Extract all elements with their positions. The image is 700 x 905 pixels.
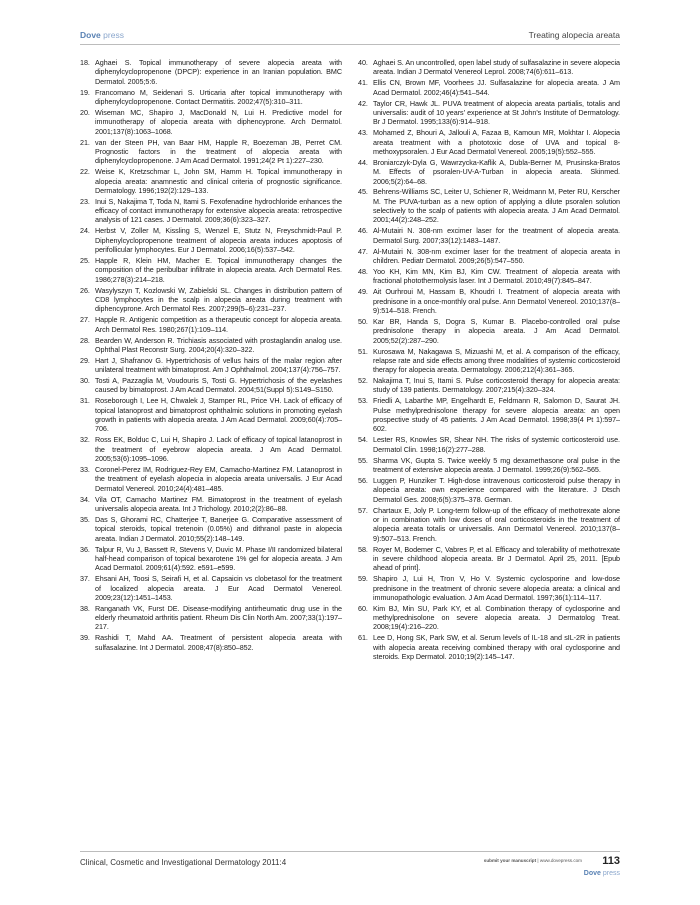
reference-number: 25.	[80, 256, 90, 266]
reference-number: 34.	[80, 494, 90, 504]
reference-entry	[80, 574, 342, 602]
reference-text: Kim BJ, Min SU, Park KY, et al. Combination therapy of cyclosporine and methylprednisolone on severe alopecia areata. J Dermatolog Treat. 2008;19(4):216–220.	[373, 603, 620, 632]
reference-number: 57.	[358, 505, 368, 515]
reference-number: 24.	[80, 226, 90, 236]
reference-entry	[358, 545, 620, 573]
reference-number: 18.	[80, 58, 90, 67]
reference-entry	[80, 315, 342, 334]
reference-entry	[358, 317, 620, 345]
reference-text: van der Steen PH, van Baar HM, Happle R, Boezeman JB, Perret CM. Prognostic factors in the treatment of alopecia areata with diphenylcyclopropenone. J Am Acad Dermatol. 1991;24(2 Pt 1):227–230.	[95, 137, 342, 166]
reference-text: Behrens-Williams SC, Leiter U, Schiener R, Weidmann M, Peter RU, Kerscher M. The PUVA-turban as a new option of applying a dilute psoralen solution selectively to the scalp of patients with alopecia areata. J Am Acad Dermatol. 2001;44(2):248–252.	[373, 187, 620, 225]
reference-text: Weise K, Kretzschmar L, John SM, Hamm H. Topical immunotherapy in alopecia areata: anamnestic and clinical criteria of prognostic significance. Dermatology. 1996;192(2):129–133.	[95, 167, 342, 195]
submit-separator: |	[537, 858, 540, 863]
reference-entry	[80, 197, 342, 225]
reference-text: Tosti A, Pazzaglia M, Voudouris S, Tosti G. Hypertrichosis of the eyelashes caused by bimatoprost. J Am Acad Dermatol. 2004;51(Suppl 5):S149–S150.	[95, 376, 342, 395]
reference-entry	[358, 506, 620, 543]
reference-text: Shapiro J, Lui H, Tron V, Ho V. Systemic cyclosporine and low-dose prednisone in the treatment of chronic severe alopecia areata: a clinical and immunopathologic evaluation. J Am Acad Dermatol. 1997;36(1):114–117.	[373, 574, 620, 602]
reference-number: 23.	[80, 196, 90, 206]
submit-label: submit your manuscript	[483, 858, 537, 863]
reference-number: 53.	[358, 396, 368, 406]
reference-text: Ehsani AH, Toosi S, Seirafi H, et al. Capsaicin vs clobetasol for the treatment of localized alopecia areata. J Eur Acad Dermatol Venereol. 2009;23(12):1451–1453.	[95, 574, 342, 602]
reference-text: Happle R. Antigenic competition as a therapeutic concept for alopecia areata. Arch Dermatol Res. 1980;267(1):109–114.	[95, 315, 342, 334]
reference-entry	[358, 58, 620, 77]
reference-number: 58.	[358, 544, 368, 554]
reference-entry	[358, 347, 620, 375]
reference-text: Nakajima T, Inui S, Itami S. Pulse corticosteroid therapy for alopecia areata: study of 139 patients. Dermatology. 2007;215(4):320–324.	[373, 376, 620, 395]
reference-text: Francomano M, Seidenari S. Urticaria after topical immunotherapy with diphenylcyclopropenone. Contact Dermatitis. 2002;47(5):310–311.	[95, 87, 342, 106]
reference-text: Inui S, Nakajima T, Toda N, Itami S. Fexofenadine hydrochloride enhances the efficacy of contact immunotherapy for extensive alopecia areata: retrospective analysis of 121 cases. J Dermatol. 2009;36(6):323–327.	[95, 196, 342, 225]
reference-entry	[358, 396, 620, 433]
reference-number: 52.	[358, 376, 368, 386]
references-left-column	[80, 58, 342, 654]
reference-entry	[358, 247, 620, 266]
reference-number: 20.	[80, 107, 90, 117]
reference-text: Mohamed Z, Bhouri A, Jallouli A, Fazaa B, Kamoun MR, Mokhtar I. Alopecia areata treatment with a phototoxic dose of UVA and topical 8-methoxypsoralen. J Eur Acad Dermatol Venereol. 2005;19(5):552–555.	[373, 128, 620, 156]
reference-text: Herbst V, Zoller M, Kissling S, Wenzel E, Stutz N, Freyschmidt-Paul P. Diphenylcyclopropenone treatment of alopecia areata induces apoptosis of perifollicular lymphocytes. Eur J Dermatol. 2006;16(5):537–542.	[95, 226, 342, 255]
reference-number: 46.	[358, 226, 368, 236]
reference-number: 56.	[358, 475, 368, 485]
reference-entry	[80, 633, 342, 652]
reference-number: 40.	[358, 58, 368, 67]
reference-entry	[358, 226, 620, 245]
reference-number: 47.	[358, 246, 368, 256]
publisher-brand: Dove	[80, 30, 101, 40]
reference-entry	[80, 108, 342, 136]
reference-entry	[80, 545, 342, 573]
reference-number: 41.	[358, 78, 368, 88]
reference-text: Rashidi T, Mahd AA. Treatment of persistent alopecia areata with sulfasalazine. Int J Dermatol. 2008;47(8):850–852.	[95, 633, 342, 652]
reference-entry	[358, 128, 620, 156]
reference-number: 37.	[80, 574, 90, 584]
reference-text: Aghaei S. Topical immunotherapy of severe alopecia areata with diphenylcyclopropenone (DPCP): experience in an Iranian population. BMC Dermatol. 2005;5:6.	[95, 58, 342, 86]
reference-entry	[358, 287, 620, 315]
reference-text: Roseborough I, Lee H, Chwalek J, Stamper RL, Price VH. Lack of efficacy of topical latanoprost and bimatoprost ophthalmic solutions in promoting eyelash growth in patients with alopecia areata. J Am Acad Dermatol. 2009;60(4):705–706.	[95, 396, 342, 434]
reference-entry	[358, 604, 620, 632]
reference-text: Ross EK, Bolduc C, Lui H, Shapiro J. Lack of efficacy of topical latanoprost in the treatment of eyebrow alopecia areata. J Am Acad Dermatol. 2005;53(6):1095–1096.	[95, 435, 342, 464]
references-right-column	[358, 58, 620, 663]
reference-number: 61.	[358, 633, 368, 643]
reference-entry	[80, 286, 342, 314]
submit-manuscript-link[interactable]	[484, 858, 582, 863]
reference-text: Taylor CR, Hawk JL. PUVA treatment of alopecia areata partialis, totalis and universalis: audit of 10 years' experience at St John's Institute of Dermatology. Br J Dermatol. 1995;133(6):914–918.	[373, 98, 620, 127]
reference-text: Ranganath VK, Furst DE. Disease-modifying antirheumatic drug use in the elderly rheumatoid arthritis patient. Rheum Dis Clin North Am. 2007;33(1):197–217.	[95, 603, 342, 632]
reference-number: 31.	[80, 396, 90, 406]
reference-number: 60.	[358, 603, 368, 613]
footer-brand: Dove	[583, 870, 601, 877]
reference-entry	[358, 435, 620, 454]
publisher-logo	[80, 30, 124, 40]
reference-entry	[80, 465, 342, 493]
reference-entry	[80, 256, 342, 284]
submit-url: www.dovepress.com	[539, 858, 582, 863]
footer-brand-suffix: press	[602, 870, 620, 877]
reference-entry	[80, 435, 342, 463]
reference-text: Chartaux E, Joly P. Long-term follow-up of the efficacy of methotrexate alone or in combination with low doses of oral corticosteroids in the treatment of alopecia areata totalis or universalis. Ann Dermatol Venereol. 2010;137(8–9):507–513. French.	[373, 505, 620, 543]
reference-text: Lee D, Hong SK, Park SW, et al. Serum levels of IL-18 and sIL-2R in patients with alopecia areata receiving combined therapy with oral cyclosporine and steroids. Exp Dermatol. 2010;19(2):145–147.	[373, 633, 620, 662]
reference-text: Happle R, Klein HM, Macher E. Topical immunotherapy changes the composition of the peribulbar infiltrate in alopecia areata. Arch Dermatol Res. 1986;278(3):214–218.	[95, 256, 342, 284]
reference-text: Kurosawa M, Nakagawa S, Mizuashi M, et al. A comparison of the efficacy, relapse rate and side effects among three modalities of systemic corticosteroid therapy for alopecia areata. Dermatology. 2006;212(4):361–365.	[373, 346, 620, 375]
reference-entry	[358, 456, 620, 475]
reference-entry	[80, 336, 342, 355]
reference-text: Royer M, Bodemer C, Vabres P, et al. Efficacy and tolerability of methotrexate in severe childhood alopecia areata. Br J Dermatol. April 25, 2011. [Epub ahead of print].	[373, 544, 620, 573]
reference-text: Al-Mutairi N. 308-nm excimer laser for the treatment of alopecia areata in children. Pediatr Dermatol. 2009;26(5):547–550.	[373, 246, 620, 266]
reference-number: 42.	[358, 98, 368, 108]
reference-number: 19.	[80, 87, 90, 97]
reference-number: 29.	[80, 355, 90, 365]
reference-number: 48.	[358, 266, 368, 276]
reference-number: 35.	[80, 514, 90, 524]
reference-number: 21.	[80, 137, 90, 147]
reference-text: Kar BR, Handa S, Dogra S, Kumar B. Placebo-controlled oral pulse prednisolone therapy in alopecia areata. J Am Acad Dermatol. 2005;52(2):287–290.	[373, 316, 620, 345]
reference-number: 59.	[358, 574, 368, 584]
reference-entry	[80, 515, 342, 543]
reference-text: Al-Mutairi N. 308-nm excimer laser for the treatment of alopecia areata. Dermatol Surg. 2007;33(12):1483–1487.	[373, 226, 620, 245]
reference-entry	[80, 396, 342, 433]
publisher-brand-suffix: press	[103, 30, 124, 40]
reference-text: Yoo KH, Kim MN, Kim BJ, Kim CW. Treatment of alopecia areata with fractional photothermolysis laser. Int J Dermatol. 2010;49(7):845–847.	[373, 266, 620, 286]
reference-entry	[80, 356, 342, 375]
reference-text: Coronel-Perez IM, Rodriguez-Rey EM, Camacho-Martinez FM. Latanoprost in the treatment of eyelash alopecia in alopecia areata universalis. J Eur Acad Dermatol Venereol. 2010;24(4):481–485.	[95, 465, 342, 493]
reference-entry	[358, 476, 620, 504]
footer-publisher-logo	[584, 870, 620, 877]
reference-entry	[358, 574, 620, 602]
reference-entry	[80, 58, 342, 86]
reference-text: Broniarczyk-Dyla G, Wawrzycka-Kaflik A, Dubla-Berner M, Prusinska-Bratos M. Effects of psoralen-UV-A-Turban in alopecia areata. Skinmed. 2006;5(2):64–68.	[373, 157, 620, 186]
reference-entry	[80, 167, 342, 195]
reference-text: Lester RS, Knowles SR, Shear NH. The risks of systemic corticosteroid use. Dermatol Clin. 1998;16(2):277–288.	[373, 435, 620, 454]
reference-entry	[358, 267, 620, 286]
reference-number: 22.	[80, 167, 90, 177]
reference-text: Luggen P, Hunziker T. High-dose intravenous corticosteroid pulse therapy in alopecia areata: own experience compared with the literature. J Dtsch Dermatol Ges. 2008;6(5):375–378. German.	[373, 475, 620, 504]
reference-text: Sharma VK, Gupta S. Twice weekly 5 mg dexamethasone oral pulse in the treatment of extensive alopecia areata. J Dermatol. 1999;26(9):562–565.	[373, 455, 620, 474]
header-divider	[80, 44, 620, 45]
reference-number: 32.	[80, 435, 90, 445]
reference-entry	[358, 78, 620, 97]
reference-text: Hart J, Shafranov G. Hypertrichosis of vellus hairs of the malar region after unilateral treatment with bimatoprost. Am J Ophthalmol. 2004;137(4):756–757.	[95, 355, 342, 375]
reference-entry	[80, 88, 342, 107]
journal-citation: Clinical, Cosmetic and Investigational Dermatology 2011:4	[80, 858, 287, 867]
reference-number: 26.	[80, 285, 90, 295]
reference-number: 50.	[358, 316, 368, 326]
reference-number: 49.	[358, 287, 368, 297]
reference-text: Das S, Ghorami RC, Chatterjee T, Banerjee G. Comparative assessment of topical steroids, topical tretenoin (0.05%) and dithranol paste in alopecia areata. Indian J Dermatol. 2010;55(2):148–149.	[95, 514, 342, 543]
reference-entry	[80, 376, 342, 395]
reference-number: 44.	[358, 157, 368, 167]
reference-number: 38.	[80, 603, 90, 613]
reference-number: 55.	[358, 455, 368, 465]
reference-entry	[358, 158, 620, 186]
reference-entry	[80, 495, 342, 514]
reference-entry	[358, 187, 620, 224]
reference-number: 27.	[80, 315, 90, 325]
reference-text: Ait Ourhroui M, Hassam B, Khoudri I. Treatment of alopecia areata with prednisone in a once-monthly oral pulse. Ann Dermatol Venereol. 2010;137(8–9):514–518. French.	[373, 287, 620, 315]
reference-number: 43.	[358, 128, 368, 138]
reference-text: Wasylyszyn T, Kozlowski W, Zabielski SL. Changes in distribution pattern of CD8 lymphocytes in the scalp in alopecia areata during treatment with diphencyprone. Arch Dermatol Res. 2007;299(5–6):231–237.	[95, 285, 342, 314]
reference-entry	[80, 226, 342, 254]
footer-divider	[80, 851, 620, 852]
reference-number: 51.	[358, 346, 368, 356]
reference-number: 30.	[80, 376, 90, 386]
reference-number: 28.	[80, 335, 90, 345]
reference-entry	[358, 376, 620, 395]
reference-text: Ellis CN, Brown MF, Voorhees JJ. Sulfasalazine for alopecia areata. J Am Acad Dermatol. 2002;46(4):541–544.	[373, 78, 620, 97]
reference-entry	[358, 99, 620, 127]
reference-text: Friedli A, Labarthe MP, Engelhardt E, Feldmann R, Salomon D, Saurat JH. Pulse methylprednisolone therapy for severe alopecia areata: an open prospective study of 45 patients. J Am Acad Dermatol. 1998;39(4 Pt 1):597–602.	[373, 396, 620, 434]
reference-number: 33.	[80, 465, 90, 474]
reference-text: Talpur R, Vu J, Bassett R, Stevens V, Duvic M. Phase I/II randomized bilateral half-head comparison of topical bexarotene 1% gel for alopecia areata. J Am Acad Dermatol. 2009;61(4):592. e591–e599.	[95, 544, 342, 573]
reference-text: Aghaei S. An uncontrolled, open label study of sulfasalazine in severe alopecia areata. Indian J Dermatol Venereol Leprol. 2008;74(6):611–613.	[373, 58, 620, 77]
reference-text: Vila OT, Camacho Martinez FM. Bimatoprost in the treatment of eyelash universalis alopecia areata. Int J Trichology. 2010;2(2):86–88.	[95, 494, 342, 513]
reference-text: Bearden W, Anderson R. Trichiasis associated with prostaglandin analog use. Ophthal Plast Reconstr Surg. 2004;20(4):320–322.	[95, 335, 342, 354]
reference-number: 36.	[80, 544, 90, 554]
page-number: 113	[602, 855, 620, 867]
reference-number: 54.	[358, 435, 368, 445]
reference-entry	[358, 633, 620, 661]
reference-entry	[80, 138, 342, 166]
reference-number: 39.	[80, 633, 90, 643]
reference-entry	[80, 604, 342, 632]
reference-number: 45.	[358, 187, 368, 197]
running-title: Treating alopecia areata	[528, 30, 620, 40]
reference-text: Wiseman MC, Shapiro J, MacDonald N, Lui H. Predictive model for immunotherapy of alopecia areata with diphencyprone. Arch Dermatol. 2001;137(8):1063–1068.	[95, 107, 342, 136]
